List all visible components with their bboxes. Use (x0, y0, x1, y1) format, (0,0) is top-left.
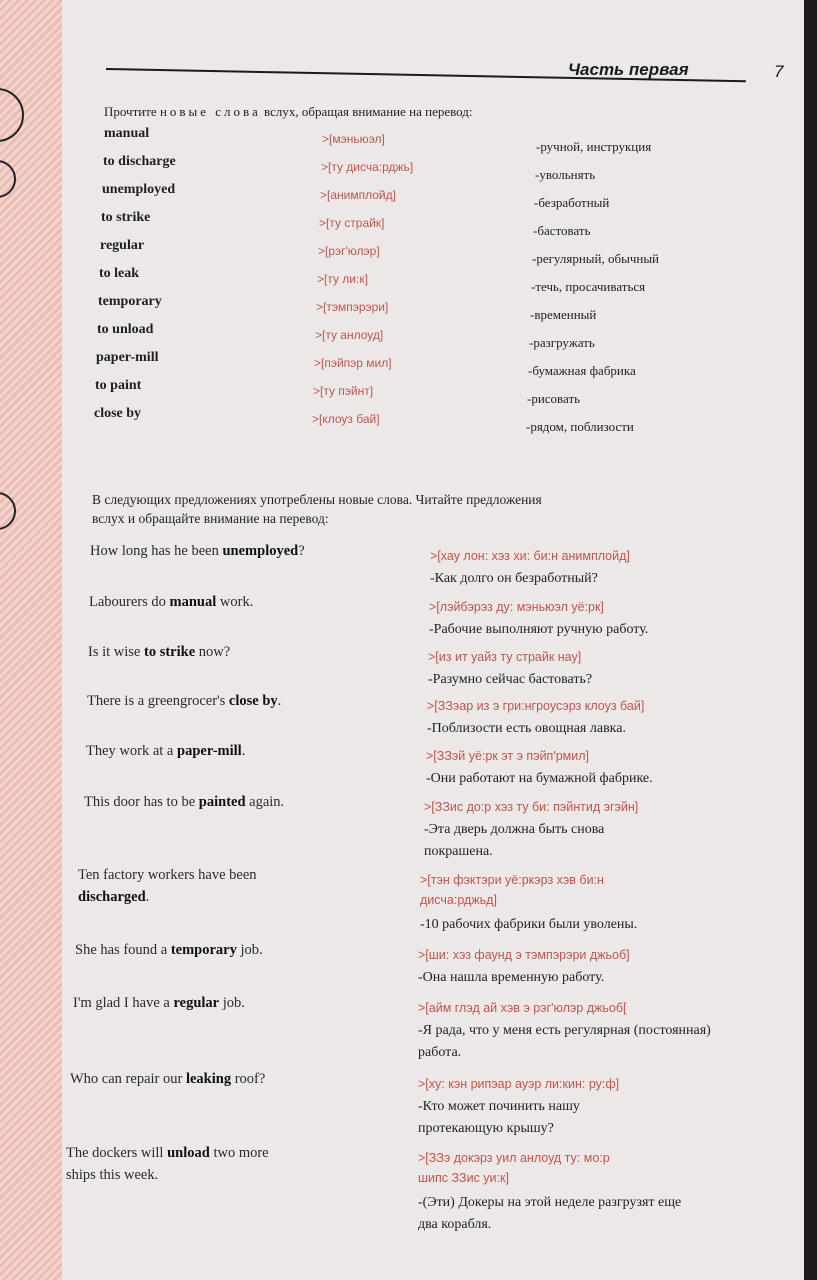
vocab-word: manual (104, 126, 150, 141)
example-keyword: unload (167, 1145, 210, 1161)
example-english: There is a greengrocer's close by. (87, 693, 282, 709)
example-transcription: >[лэйбэрэз ду: мэньюэл уё:рк] (429, 600, 604, 614)
example-keyword: close by (228, 693, 278, 709)
running-title: Часть первая (568, 60, 689, 79)
example-english: This door has to be painted again. (84, 794, 285, 810)
vocab-transcription: >[тэмпэрэри] (316, 300, 389, 314)
example-keyword: paper-mill (177, 743, 242, 759)
example-english: How long has he been unemployed? (90, 543, 305, 559)
vocab-row (98, 292, 738, 320)
vocab-word: to discharge (103, 154, 176, 169)
example-transcription: >[ЗЗэ докэрз уил анлоуд ту: мо:р шипс ЗЗис уи:к] (418, 1151, 610, 1185)
vocab-translation: -рисовать (527, 391, 581, 406)
example-english: Is it wise to strike now? (88, 644, 231, 660)
example-transcription: >[хау лон: хэз хи: би:н анимплойд] (430, 549, 630, 563)
example-keyword: to strike (143, 644, 196, 660)
example-keyword: manual (169, 594, 217, 610)
example-translation: -Поблизости есть овощная лавка. (427, 721, 626, 736)
vocab-row (94, 404, 734, 432)
vocab-transcription: >[клоуз бай] (312, 412, 380, 426)
vocab-translation: -бастовать (533, 223, 591, 238)
example-transcription: >[ЗЗэар из э гри:нгроусэрз клоуз бай] (427, 699, 645, 713)
vocab-transcription: >[ту анлоуд] (315, 328, 384, 342)
book-page (62, 0, 804, 1280)
vocab-row (97, 320, 737, 348)
running-header (106, 58, 784, 88)
example-english: Ten factory workers have been discharged. (78, 867, 257, 905)
vocab-word: to strike (101, 210, 151, 225)
example-transcription: >[из ит уайз ту страйк нау] (428, 650, 582, 664)
vocab-word: to paint (95, 378, 142, 393)
instruction-line-1: В следующих предложениях употреблены новые слова. Читайте предложения (92, 492, 542, 507)
example-keyword: temporary (170, 942, 237, 958)
example-translation: -Как долго он безработный? (430, 571, 598, 586)
example-translation: -Я рада, что у меня есть регулярная (постоянная) работа. (418, 1023, 711, 1060)
example-transcription: >[айм глэд ай хэв э рэг'юлэр джьоб[ (418, 1001, 627, 1015)
example-keyword: leaking (185, 1071, 232, 1087)
vocab-word: regular (100, 238, 145, 253)
vocab-row (99, 264, 739, 292)
example-english: They work at a paper-mill. (86, 743, 246, 759)
example-transcription: >[ЗЗэй уё:рк эт э пэйп'рмил] (426, 749, 590, 763)
vocab-row (96, 348, 736, 376)
vocab-transcription: >[мэньюэл] (322, 132, 385, 146)
vocab-translation: -разгружать (529, 335, 595, 350)
vocab-word: to leak (99, 266, 140, 281)
example-transcription: >[ЗЗис до:р хэз ту би: пэйнтид эгэйн] (424, 800, 639, 814)
vocab-transcription: >[рэг'юлэр] (318, 244, 380, 258)
instruction-line-2: вслух и обращайте внимание на перевод: (92, 511, 329, 526)
intro-suffix: вслух, обращая внимание на перевод: (264, 104, 473, 119)
vocab-transcription: >[ту ли:к] (317, 272, 368, 286)
vocab-transcription: >[пэйпэр мил] (314, 356, 392, 370)
example-translation: -Эта дверь должна быть снова покрашена. (424, 822, 605, 859)
vocab-row (101, 208, 741, 236)
vocab-row (102, 180, 742, 208)
example-transcription: >[ши: хэз фаунд э тэмпэрэри джьоб] (418, 948, 630, 962)
vocab-word: close by (94, 406, 142, 421)
vocab-translation: -течь, просачиваться (531, 279, 646, 294)
vocab-translation: -временный (530, 307, 597, 322)
example-transcription: >[тэн фэктэри уё:ркэрз хэв би:н дисча:рджьд] (420, 873, 604, 907)
example-translation: -Они работают на бумажной фабрике. (426, 771, 653, 786)
book-spine (804, 0, 817, 1280)
vocab-row (100, 236, 740, 264)
vocab-row (103, 152, 743, 180)
example-english: I'm glad I have a regular job. (73, 995, 245, 1011)
page-number: 7 (774, 62, 784, 81)
instruction-paragraph (92, 490, 732, 528)
vocab-word: paper-mill (96, 350, 159, 365)
example-translation: -Разумно сейчас бастовать? (428, 672, 593, 687)
example-english: She has found a temporary job. (75, 942, 263, 958)
example-translation: -Рабочие выполняют ручную работу. (429, 622, 649, 637)
vocab-transcription: >[ту пэйнт] (313, 384, 374, 398)
vocab-row (104, 124, 744, 152)
vocab-translation: -бумажная фабрика (528, 363, 636, 378)
example-keyword: painted (198, 794, 246, 810)
vocab-word: unemployed (102, 182, 176, 197)
vocab-row (95, 376, 735, 404)
vocab-translation: -регулярный, обычный (532, 251, 660, 266)
vocab-word: temporary (98, 294, 162, 309)
vocab-transcription: >[анимплойд] (320, 188, 396, 202)
example-keyword: discharged (78, 889, 146, 905)
vocabulary-list (94, 124, 734, 432)
example-translation: -(Эти) Докеры на этой неделе разгрузят еще два корабля. (418, 1195, 682, 1232)
vocab-word: to unload (97, 322, 154, 337)
example-translation: -10 рабочих фабрики были уволены. (420, 917, 638, 932)
vocab-translation: -рядом, поблизости (526, 419, 634, 434)
example-english: The dockers will unload two more ships this week. (66, 1145, 269, 1183)
example-english: Labourers do manual work. (89, 594, 254, 610)
vocab-translation: -безработный (534, 195, 610, 210)
vocab-translation: -увольнять (535, 167, 596, 182)
vocab-translation: -ручной, инструкция (536, 139, 652, 154)
example-keyword: unemployed (222, 543, 299, 559)
vocab-intro (104, 104, 473, 120)
intro-spaced: новые слова (159, 104, 261, 119)
vocab-transcription: >[ту страйк] (319, 216, 385, 230)
vocab-transcription: >[ту дисча:рджь] (321, 160, 414, 174)
example-english: Who can repair our leaking roof? (70, 1071, 266, 1087)
example-translation: -Кто может починить нашу протекающую крышу? (418, 1099, 580, 1136)
example-transcription: >[ху: кэн рипэар ауэр ли:кин: ру:ф] (418, 1077, 620, 1091)
intro-prefix: Прочтите (104, 104, 157, 119)
example-keyword: regular (173, 995, 220, 1011)
example-translation: -Она нашла временную работу. (418, 970, 605, 985)
